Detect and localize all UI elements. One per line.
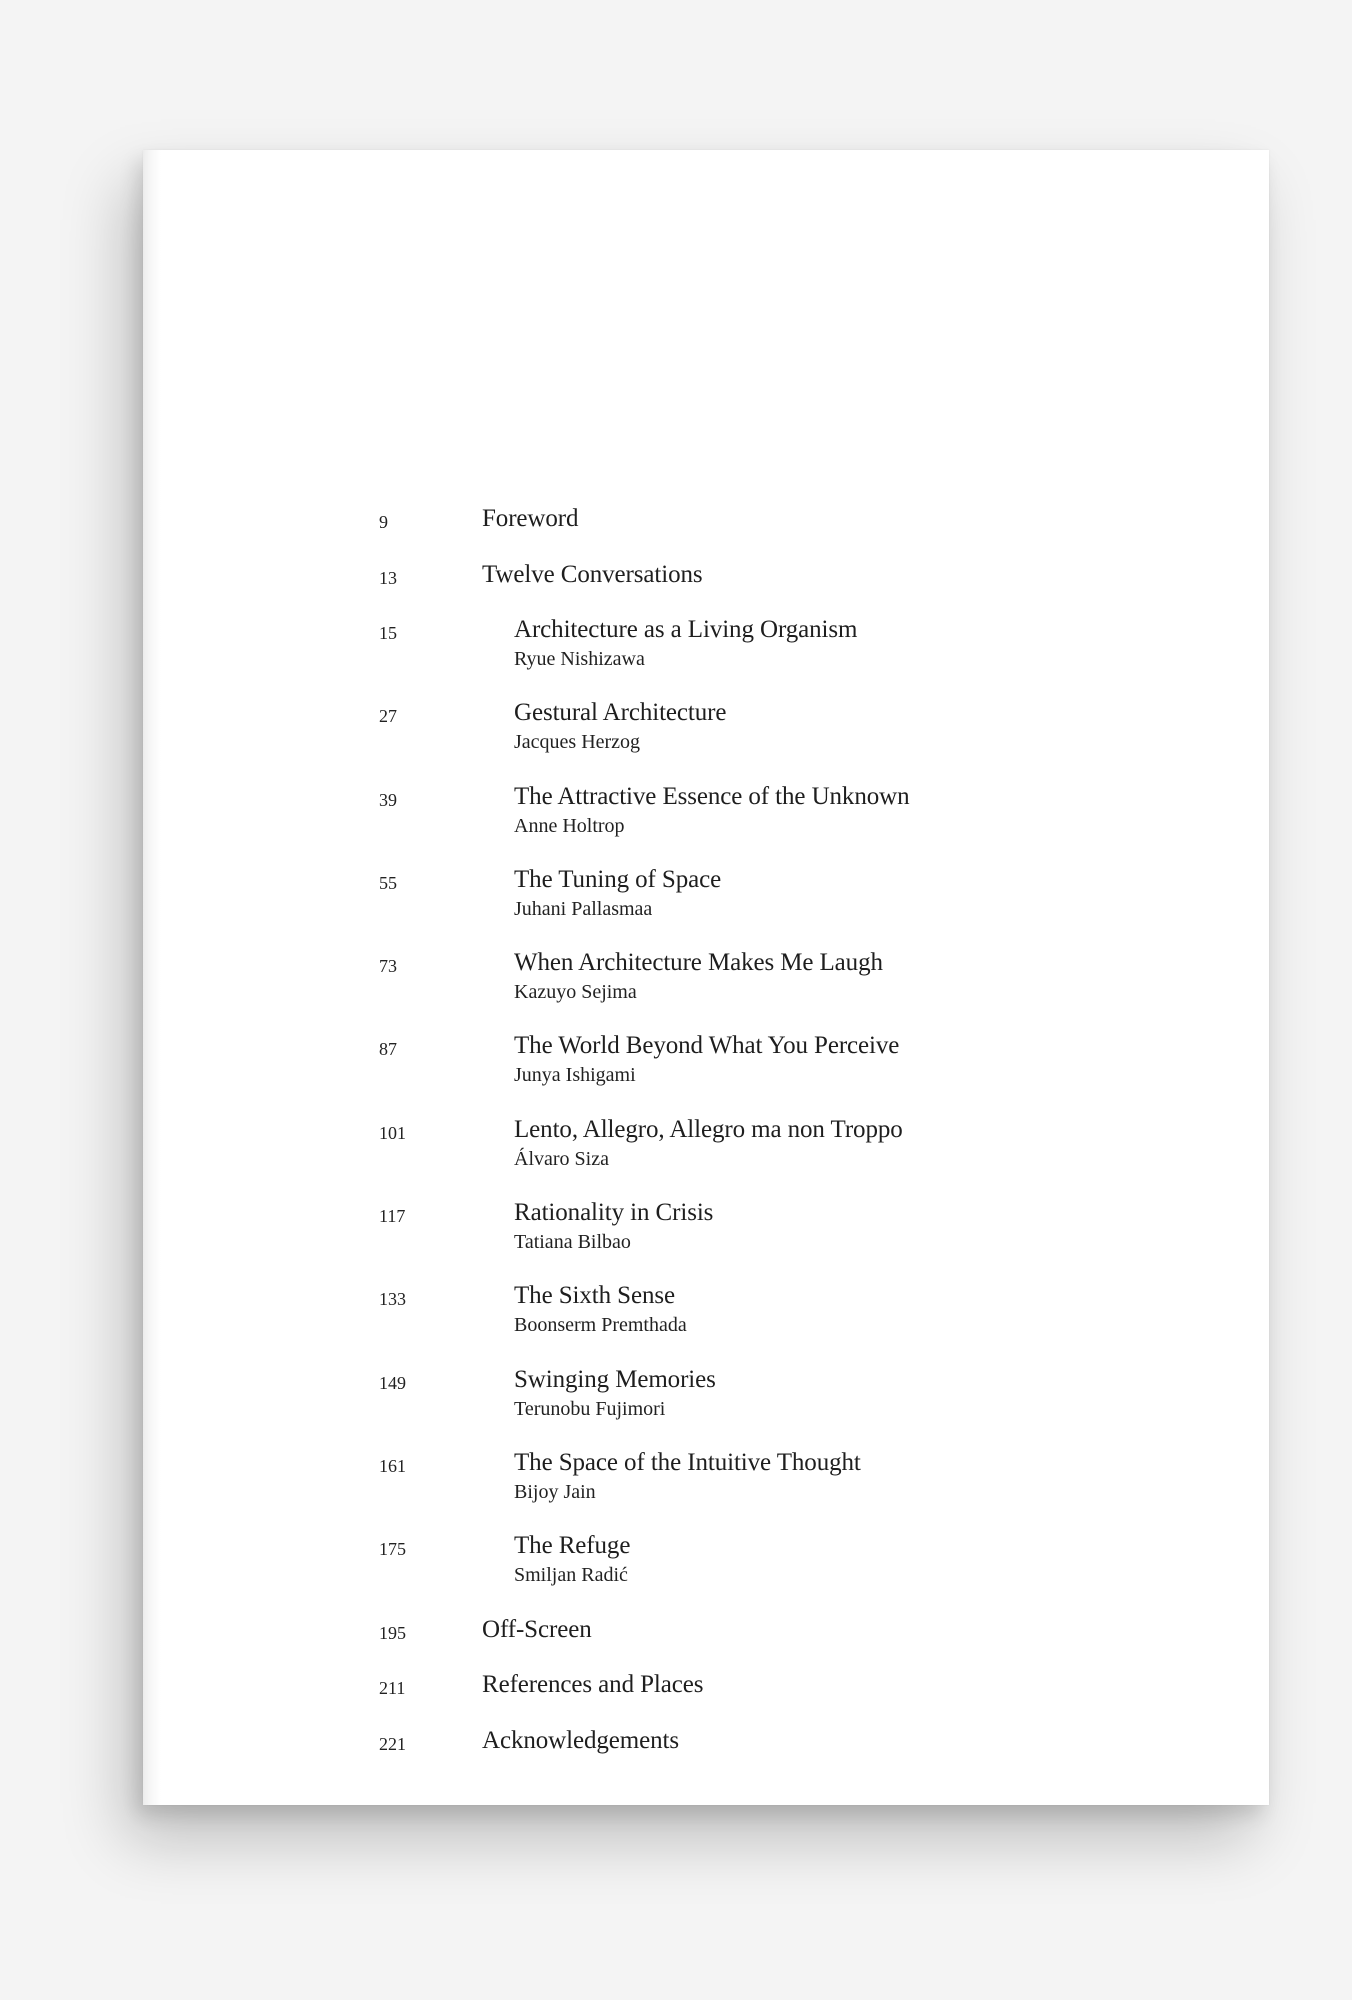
toc-title: Off-Screen [482, 1616, 592, 1643]
toc-title: Acknowledgements [482, 1727, 679, 1754]
toc-title: Foreword [482, 505, 579, 532]
toc-author: Juhani Pallasmaa [514, 898, 653, 920]
toc-page-number: 117 [379, 1206, 406, 1226]
toc-title: Gestural Architecture [514, 699, 727, 726]
toc-title: Lento, Allegro, Allegro ma non Troppo [514, 1116, 903, 1143]
toc-page-number: 55 [379, 873, 397, 893]
toc-page-number: 9 [379, 512, 388, 532]
toc-page-number: 13 [379, 568, 397, 588]
toc-author: Smiljan Radić [514, 1564, 628, 1586]
table-of-contents [143, 150, 1269, 1805]
toc-title: Twelve Conversations [482, 561, 703, 588]
toc-author: Jacques Herzog [514, 731, 641, 753]
toc-author: Kazuyo Sejima [514, 981, 637, 1003]
toc-page-number: 101 [379, 1123, 406, 1143]
toc-author: Ryue Nishizawa [514, 648, 645, 670]
toc-page-number: 149 [379, 1373, 406, 1393]
toc-title: The Refuge [514, 1532, 631, 1559]
book-page [143, 150, 1269, 1805]
toc-author: Anne Holtrop [514, 815, 625, 837]
toc-title: The Tuning of Space [514, 866, 722, 893]
toc-page-number: 27 [379, 706, 397, 726]
toc-title: References and Places [482, 1671, 704, 1698]
toc-title: Rationality in Crisis [514, 1199, 714, 1226]
toc-author: Tatiana Bilbao [514, 1231, 631, 1253]
toc-page-number: 133 [379, 1289, 406, 1309]
toc-author: Boonserm Premthada [514, 1314, 687, 1336]
toc-title: The Sixth Sense [514, 1282, 675, 1309]
toc-author: Junya Ishigami [514, 1064, 636, 1086]
toc-title: The Attractive Essence of the Unknown [514, 783, 910, 810]
toc-page-number: 195 [379, 1623, 406, 1643]
toc-title: The World Beyond What You Perceive [514, 1032, 900, 1059]
toc-page-number: 73 [379, 956, 397, 976]
toc-author: Bijoy Jain [514, 1481, 596, 1503]
toc-title: When Architecture Makes Me Laugh [514, 949, 883, 976]
toc-page-number: 87 [379, 1039, 397, 1059]
toc-page-number: 15 [379, 623, 397, 643]
toc-page-number: 175 [379, 1539, 406, 1559]
toc-page-number: 39 [379, 790, 397, 810]
toc-page-number: 161 [379, 1456, 406, 1476]
toc-title: Architecture as a Living Organism [514, 616, 858, 643]
toc-title: Swinging Memories [514, 1366, 716, 1393]
toc-page-number: 221 [379, 1734, 406, 1754]
toc-title: The Space of the Intuitive Thought [514, 1449, 861, 1476]
toc-author: Álvaro Siza [514, 1148, 609, 1170]
toc-author: Terunobu Fujimori [514, 1398, 666, 1420]
toc-page-number: 211 [379, 1678, 406, 1698]
